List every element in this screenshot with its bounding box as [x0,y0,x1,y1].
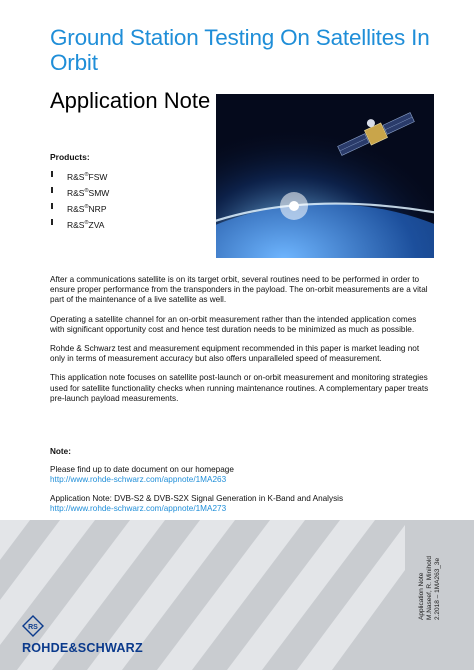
note-section [50,447,430,514]
logo-wordmark: ROHDE&SCHWARZ [22,641,143,655]
svg-text:RS: RS [28,624,38,631]
authors: M.Naseef, R. Minihold [426,556,433,620]
bullet-icon [51,219,53,225]
rohde-schwarz-logo [22,615,212,657]
paragraph: This application note focuses on satellite post-launch or on-orbit measurement and monitoring strategies used for satellite functionality checks when running maintenance routines. A complementary paper treats pre-launch payload measurements. [50,373,429,403]
paragraph: Rohde & Schwarz test and measurement equipment recommended in this paper is market leading not only in terms of measurement accuracy but also offers unparalleled speed of measurement. [50,344,420,364]
products-label: Products: [50,152,90,162]
doc-type: Application Note [418,572,425,620]
product-item-fsw: R&S®FSW [50,170,109,186]
satellite-earth-illustration [216,94,434,258]
note-text: Please find up to date document on our homepage [50,465,234,475]
related-appnote-link[interactable]: http://www.rohde-schwarz.com/appnote/1MA273 [50,503,227,513]
product-item-nrp: R&S®NRP [50,202,109,218]
abstract-text [50,275,430,413]
bullet-icon [51,203,53,209]
document-subtitle: Application Note [50,88,211,113]
satellite-hero-image [216,94,434,258]
document-title: Ground Station Testing On Satellites In Orbit [50,25,430,75]
bullet-icon [51,187,53,193]
document-meta [418,520,442,620]
rs-emblem-icon [22,615,44,637]
related-note-text: Application Note: DVB-S2 & DVB-S2X Signal Generation in K-Band and Analysis [50,493,344,503]
product-item-smw: R&S®SMW [50,186,109,202]
doc-version: 2.2018 – 1MA263_3e [434,557,441,620]
product-list [50,170,109,234]
paragraph: Operating a satellite channel for an on-orbit measurement rather than the intended application comes with significant opportunity cost and hence test duration needs to be minimized as much as possible. [50,314,417,334]
footer-band [0,520,474,670]
paragraph: After a communications satellite is on its target orbit, several routines need to be performed in order to ensure proper performance from the transponders in the payload. The on-orbit measurements are a vital part of the maintenance of a live satellite as well. [50,275,428,305]
bullet-icon [51,171,53,177]
homepage-link[interactable]: http://www.rohde-schwarz.com/appnote/1MA263 [50,475,227,485]
product-item-zva: R&S®ZVA [50,218,109,234]
note-label: Note: [50,447,71,456]
